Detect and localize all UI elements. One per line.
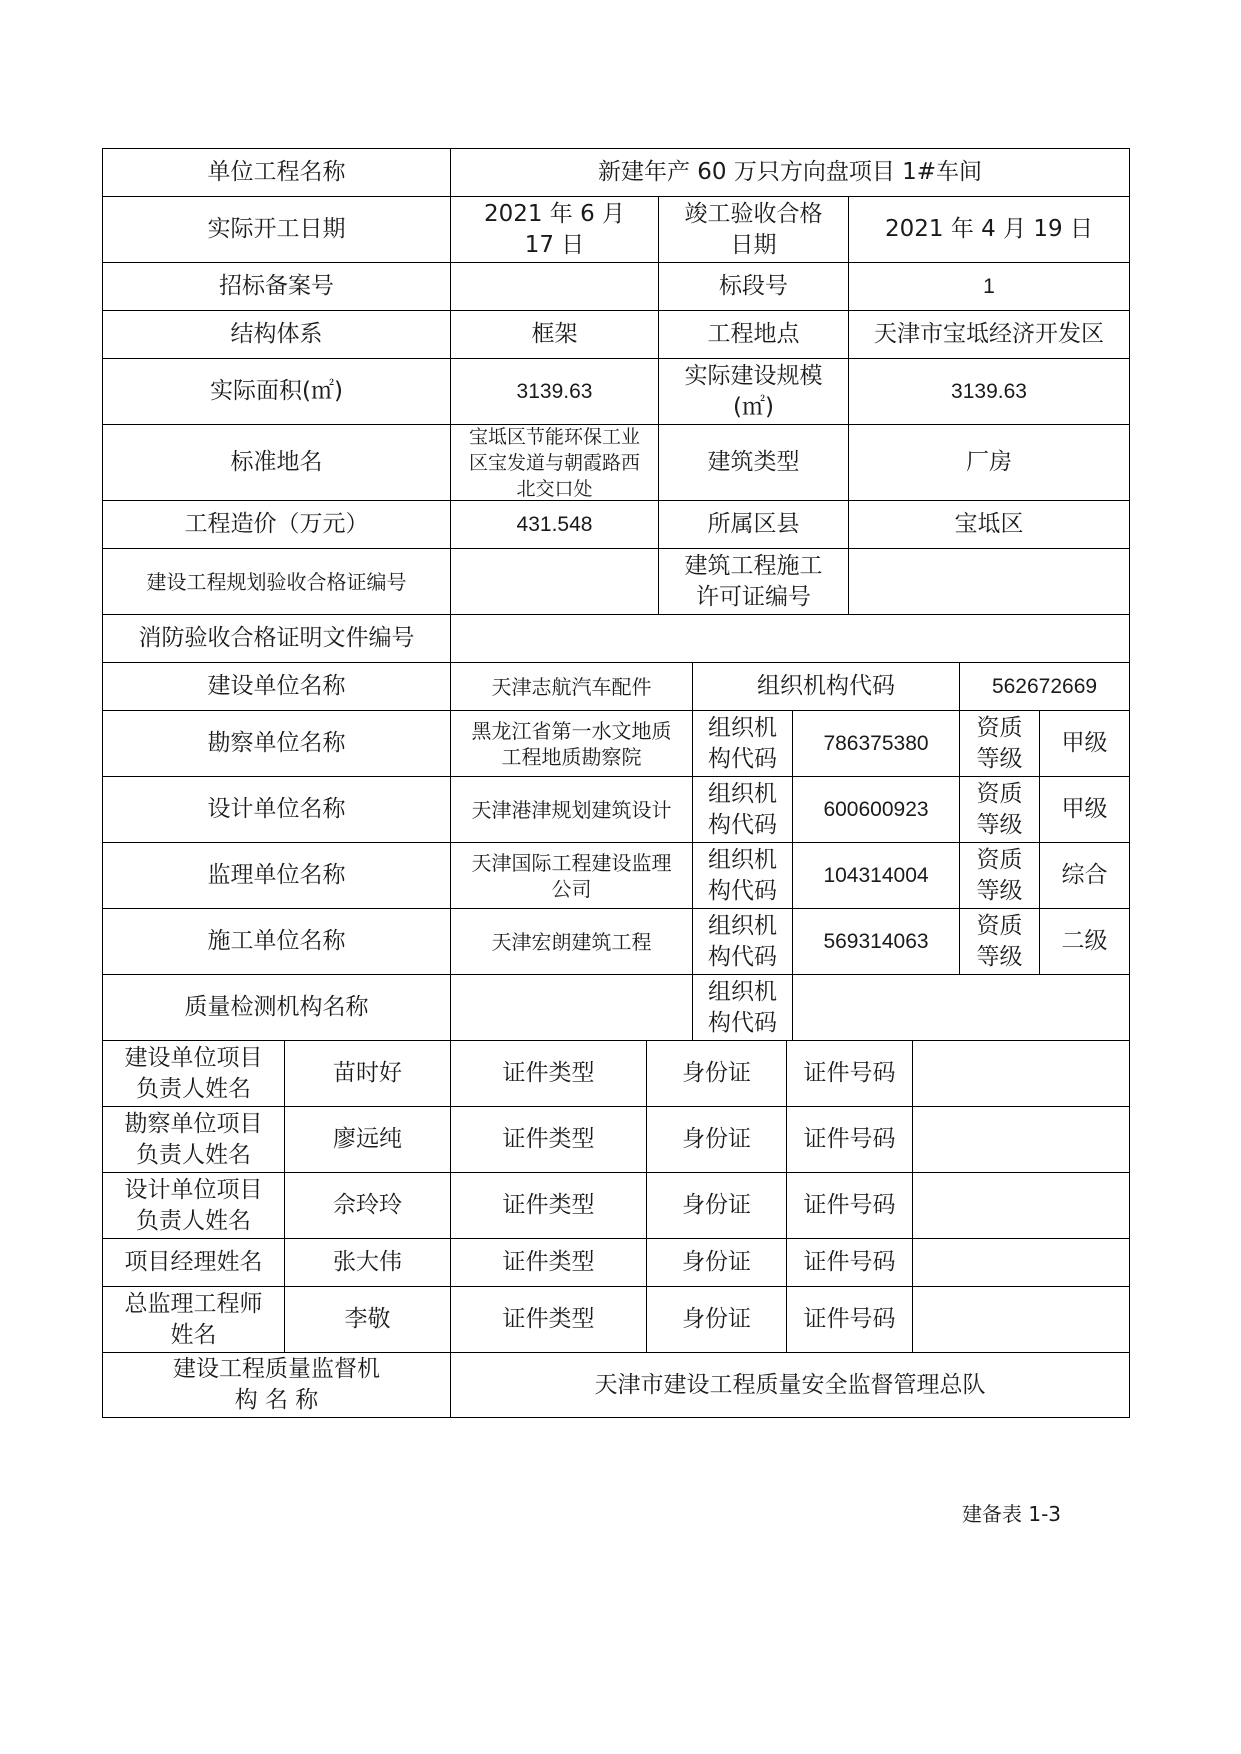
planning-cert-value bbox=[451, 548, 659, 614]
id-type-value: 身份证 bbox=[647, 1040, 787, 1106]
table-row bbox=[102, 1352, 1131, 1418]
structure-system-label: 结构体系 bbox=[103, 310, 451, 358]
construction-unit-value: 天津宏朗建筑工程 bbox=[451, 908, 693, 974]
id-number-value bbox=[913, 1238, 1130, 1286]
testing-agency-value bbox=[451, 974, 693, 1040]
quality-supervision-agency-label: 建设工程质量监督机 构 名 称 bbox=[103, 1352, 451, 1418]
section-no-value: 1 bbox=[849, 262, 1130, 310]
survey-qual-label: 资质等级 bbox=[960, 710, 1040, 776]
id-number-label: 证件号码 bbox=[787, 1040, 913, 1106]
tender-record-value bbox=[451, 262, 659, 310]
supervision-qual-label: 资质等级 bbox=[960, 842, 1040, 908]
start-date-value: 2021 年 6 月 17 日 bbox=[451, 196, 659, 262]
design-unit-label: 设计单位名称 bbox=[103, 776, 451, 842]
id-type-label: 证件类型 bbox=[451, 1238, 647, 1286]
table-row bbox=[102, 1286, 1131, 1352]
id-number-label: 证件号码 bbox=[787, 1172, 913, 1238]
survey-org-code-value: 786375380 bbox=[793, 710, 960, 776]
table-row bbox=[102, 662, 1131, 710]
person-role: 项目经理姓名 bbox=[103, 1238, 285, 1286]
actual-area-value: 3139.63 bbox=[451, 358, 659, 424]
person-role: 总监理工程师姓名 bbox=[103, 1286, 285, 1352]
fire-cert-label: 消防验收合格证明文件编号 bbox=[103, 614, 451, 662]
design-org-code-value: 600600923 bbox=[793, 776, 960, 842]
table-row bbox=[102, 196, 1131, 262]
id-type-label: 证件类型 bbox=[451, 1040, 647, 1106]
construction-unit-label: 施工单位名称 bbox=[103, 908, 451, 974]
planning-cert-label: 建设工程规划验收合格证编号 bbox=[103, 548, 451, 614]
person-role: 设计单位项目负责人姓名 bbox=[103, 1172, 285, 1238]
survey-org-code-label: 组织机构代码 bbox=[693, 710, 793, 776]
id-number-value bbox=[913, 1040, 1130, 1106]
standard-address-value: 宝坻区节能环保工业区宝发道与朝霞路西北交口处 bbox=[451, 424, 659, 500]
id-type-label: 证件类型 bbox=[451, 1172, 647, 1238]
table-row bbox=[102, 500, 1131, 548]
building-type-value: 厂房 bbox=[849, 424, 1130, 500]
project-location-label: 工程地点 bbox=[659, 310, 849, 358]
standard-address-label: 标准地名 bbox=[103, 424, 451, 500]
table-row bbox=[102, 842, 1131, 908]
table-row bbox=[102, 614, 1131, 662]
table-row bbox=[102, 424, 1131, 500]
owner-unit-label: 建设单位名称 bbox=[103, 662, 451, 710]
construction-org-code-value: 569314063 bbox=[793, 908, 960, 974]
survey-unit-label: 勘察单位名称 bbox=[103, 710, 451, 776]
id-type-value: 身份证 bbox=[647, 1172, 787, 1238]
id-type-value: 身份证 bbox=[647, 1106, 787, 1172]
tender-record-label: 招标备案号 bbox=[103, 262, 451, 310]
completion-date-value: 2021 年 4 月 19 日 bbox=[849, 196, 1130, 262]
project-location-value: 天津市宝坻经济开发区 bbox=[849, 310, 1130, 358]
supervision-org-code-value: 104314004 bbox=[793, 842, 960, 908]
person-name: 苗时好 bbox=[285, 1040, 451, 1106]
id-type-label: 证件类型 bbox=[451, 1286, 647, 1352]
project-cost-label: 工程造价（万元） bbox=[103, 500, 451, 548]
form-number: 建备表 1-3 bbox=[962, 1502, 1062, 1526]
id-number-value bbox=[913, 1172, 1130, 1238]
id-number-label: 证件号码 bbox=[787, 1286, 913, 1352]
table-row bbox=[102, 148, 1131, 196]
person-name: 佘玲玲 bbox=[285, 1172, 451, 1238]
construction-permit-value bbox=[849, 548, 1130, 614]
testing-org-code-value bbox=[793, 974, 1130, 1040]
id-type-value: 身份证 bbox=[647, 1238, 787, 1286]
supervision-unit-value: 天津国际工程建设监理公司 bbox=[451, 842, 693, 908]
quality-supervision-agency-value: 天津市建设工程质量安全监督管理总队 bbox=[451, 1352, 1130, 1418]
unit-project-name-value: 新建年产 60 万只方向盘项目 1#车间 bbox=[451, 148, 1130, 196]
table-row bbox=[102, 776, 1131, 842]
supervision-qual-value: 综合 bbox=[1040, 842, 1130, 908]
id-number-value bbox=[913, 1106, 1130, 1172]
survey-qual-value: 甲级 bbox=[1040, 710, 1130, 776]
design-qual-label: 资质等级 bbox=[960, 776, 1040, 842]
person-role: 勘察单位项目负责人姓名 bbox=[103, 1106, 285, 1172]
actual-scale-label: 实际建设规模(㎡) bbox=[659, 358, 849, 424]
id-type-label: 证件类型 bbox=[451, 1106, 647, 1172]
table-row bbox=[102, 1238, 1131, 1286]
supervision-unit-label: 监理单位名称 bbox=[103, 842, 451, 908]
owner-unit-value: 天津志航汽车配件 bbox=[451, 662, 693, 710]
table-row bbox=[102, 1040, 1131, 1106]
owner-org-code-value: 562672669 bbox=[960, 662, 1130, 710]
project-cost-value: 431.548 bbox=[451, 500, 659, 548]
district-value: 宝坻区 bbox=[849, 500, 1130, 548]
actual-scale-value: 3139.63 bbox=[849, 358, 1130, 424]
table-row bbox=[102, 358, 1131, 424]
id-type-value: 身份证 bbox=[647, 1286, 787, 1352]
id-number-label: 证件号码 bbox=[787, 1238, 913, 1286]
owner-org-code-label: 组织机构代码 bbox=[693, 662, 960, 710]
testing-agency-label: 质量检测机构名称 bbox=[103, 974, 451, 1040]
actual-area-label: 实际面积(㎡) bbox=[103, 358, 451, 424]
table-row bbox=[102, 262, 1131, 310]
table-row bbox=[102, 548, 1131, 614]
table-row bbox=[102, 310, 1131, 358]
id-number-value bbox=[913, 1286, 1130, 1352]
table-row bbox=[102, 974, 1131, 1040]
district-label: 所属区县 bbox=[659, 500, 849, 548]
design-org-code-label: 组织机构代码 bbox=[693, 776, 793, 842]
design-qual-value: 甲级 bbox=[1040, 776, 1130, 842]
table-row bbox=[102, 908, 1131, 974]
structure-system-value: 框架 bbox=[451, 310, 659, 358]
unit-project-name-label: 单位工程名称 bbox=[103, 148, 451, 196]
id-number-label: 证件号码 bbox=[787, 1106, 913, 1172]
table-row bbox=[102, 710, 1131, 776]
survey-unit-value: 黑龙江省第一水文地质工程地质勘察院 bbox=[451, 710, 693, 776]
supervision-org-code-label: 组织机构代码 bbox=[693, 842, 793, 908]
fire-cert-value bbox=[451, 614, 1130, 662]
start-date-label: 实际开工日期 bbox=[103, 196, 451, 262]
person-name: 张大伟 bbox=[285, 1238, 451, 1286]
construction-org-code-label: 组织机构代码 bbox=[693, 908, 793, 974]
construction-qual-value: 二级 bbox=[1040, 908, 1130, 974]
person-role: 建设单位项目负责人姓名 bbox=[103, 1040, 285, 1106]
building-type-label: 建筑类型 bbox=[659, 424, 849, 500]
testing-org-code-label: 组织机构代码 bbox=[693, 974, 793, 1040]
person-name: 李敬 bbox=[285, 1286, 451, 1352]
record-table bbox=[102, 148, 1130, 1418]
table-row bbox=[102, 1172, 1131, 1238]
table-row bbox=[102, 1106, 1131, 1172]
section-no-label: 标段号 bbox=[659, 262, 849, 310]
construction-permit-label: 建筑工程施工许可证编号 bbox=[659, 548, 849, 614]
completion-date-label: 竣工验收合格日期 bbox=[659, 196, 849, 262]
construction-qual-label: 资质等级 bbox=[960, 908, 1040, 974]
design-unit-value: 天津港津规划建筑设计 bbox=[451, 776, 693, 842]
person-name: 廖远纯 bbox=[285, 1106, 451, 1172]
